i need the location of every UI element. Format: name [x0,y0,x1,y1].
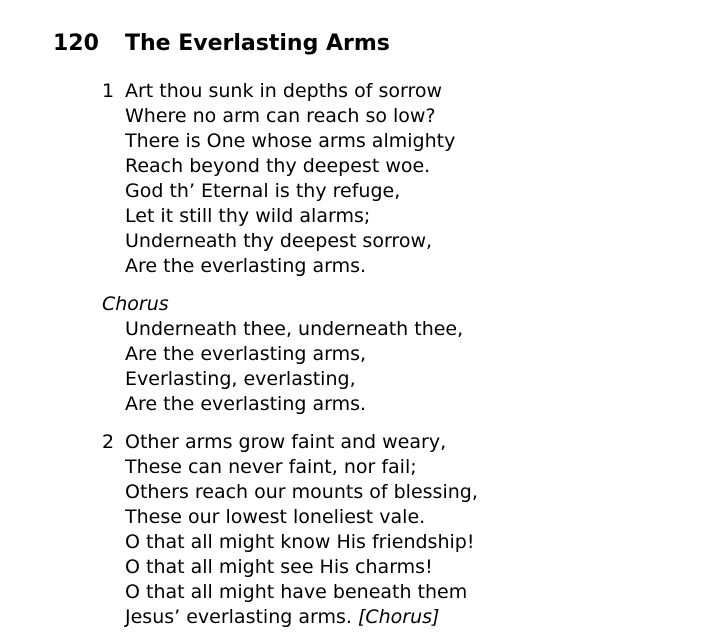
chorus-reference: [Chorus] [357,606,440,628]
chorus-line: Everlasting, everlasting, [125,368,356,390]
hymn-number: 120 [53,31,99,56]
verse-line: O that all might see His charms! [125,556,433,578]
verse-line: God th’ Eternal is thy refuge, [125,180,401,202]
chorus-line: Underneath thee, underneath thee, [125,318,464,340]
verse-line: These can never faint, nor fail; [125,456,417,478]
verse-line: O that all might have beneath them [125,581,468,603]
verse-line [102,430,702,455]
verse-line: Let it still thy wild alarms; [125,205,371,227]
verse-line: Others reach our mounts of blessing, [125,481,478,503]
chorus [102,292,702,417]
verse-line-text: Other arms grow faint and weary, [125,431,447,453]
verse-line [102,605,702,630]
verse-line: There is One whose arms almighty [125,130,456,152]
verse-line: Reach beyond thy deepest woe. [125,155,431,177]
verse-line-text: Jesus’ everlasting arms. [125,606,352,628]
chorus-line: Are the everlasting arms. [125,393,367,415]
verse-line: These our lowest loneliest vale. [125,506,426,528]
verse-2 [102,430,702,630]
verse-line: Where no arm can reach so low? [125,105,436,127]
verse-line: Are the everlasting arms. [125,255,367,277]
hymn-title: The Everlasting Arms [125,31,390,56]
verse-line [102,79,702,104]
verse-1 [102,79,702,279]
verse-line-text: Art thou sunk in depths of sorrow [125,80,443,102]
verse-line: O that all might know His friendship! [125,531,475,553]
verse-line: Underneath thy deepest sorrow, [125,230,433,252]
verse-number: 1 [102,80,115,102]
verse-number: 2 [102,431,115,453]
chorus-line: Are the everlasting arms, [125,343,367,365]
hymn-heading [53,29,390,59]
chorus-label: Chorus [102,293,169,315]
